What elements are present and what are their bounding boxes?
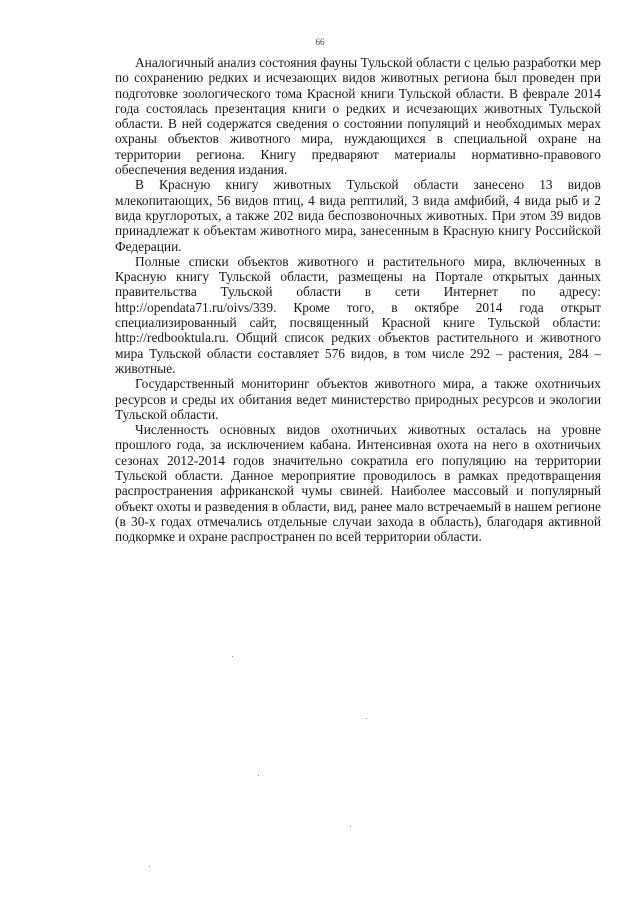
scan-speck (350, 826, 351, 827)
body-text (115, 55, 601, 545)
paragraph-hunting-animals: Численность основных видов охотничьих животных осталась на уровне прошлого года, за исключением кабана. Интенсивная охота на него в охотничьих сезонах 2012-2014 годов значительно сократила его популяцию на территории Тульской области. Данное мероприятие проводилось в рамках предотвращения распространения африканской чумы свиней. Наиболее массовый и популярный объект охоты и разведения в области, вид, ранее мало встречаемый в нашем регионе (в 30-х годах отмечались отдельные случаи захода в область), благодаря активной подкормке и охране распространен по всей территории области. (115, 422, 601, 545)
scan-speck (232, 656, 233, 657)
scan-speck (366, 718, 367, 719)
scan-speck (258, 775, 259, 776)
scan-speck (149, 866, 150, 867)
paragraph-monitoring: Государственный мониторинг объектов животного мира, а также охотничьих ресурсов и среды их обитания ведет министерство природных ресурсов и экологии Тульской области. (115, 376, 601, 422)
page-number: 66 (315, 37, 325, 47)
paragraph-red-book-species: В Красную книгу животных Тульской области занесено 13 видов млекопитающих, 56 видов птиц, 4 вида рептилий, 3 вида амфибий, 4 вида рыб и 2 вида круглоротых, а также 202 вида беспозвоночных животных. При этом 39 видов принадлежат к объектам животного мира, занесенным в Красную книгу Российской Федерации. (115, 177, 601, 254)
paragraph-fauna-analysis: Аналогичный анализ состояния фауны Тульской области с целью разработки мер по сохранению редких и исчезающих видов животных региона был проведен при подготовке зоологического тома Красной книги Тульской области. В феврале 2014 года состоялась презентация книги о редких и исчезающих животных Тульской области. В ней содержатся сведения о состоянии популяций и необходимых мерах охраны объектов животного мира, нуждающихся в специальной охране на территории региона. Книгу предваряют материалы нормативно-правового обеспечения ведения издания. (115, 55, 601, 178)
paragraph-species-lists: Полные списки объектов животного и растительного мира, включенных в Красную книгу Тульской области, размещены на Портале открытых данных правительства Тульской области в сети Интернет по адресу: http://opendata71.ru/oivs/339. Кроме того, в октябре 2014 года открыт специализированный сайт, посвященный Красной книге Тульской области: http://redbooktula.ru. Общий список редких объектов растительного и животного мира Тульской области составляет 576 видов, в том числе 292 – растения, 284 – животные. (115, 253, 601, 376)
